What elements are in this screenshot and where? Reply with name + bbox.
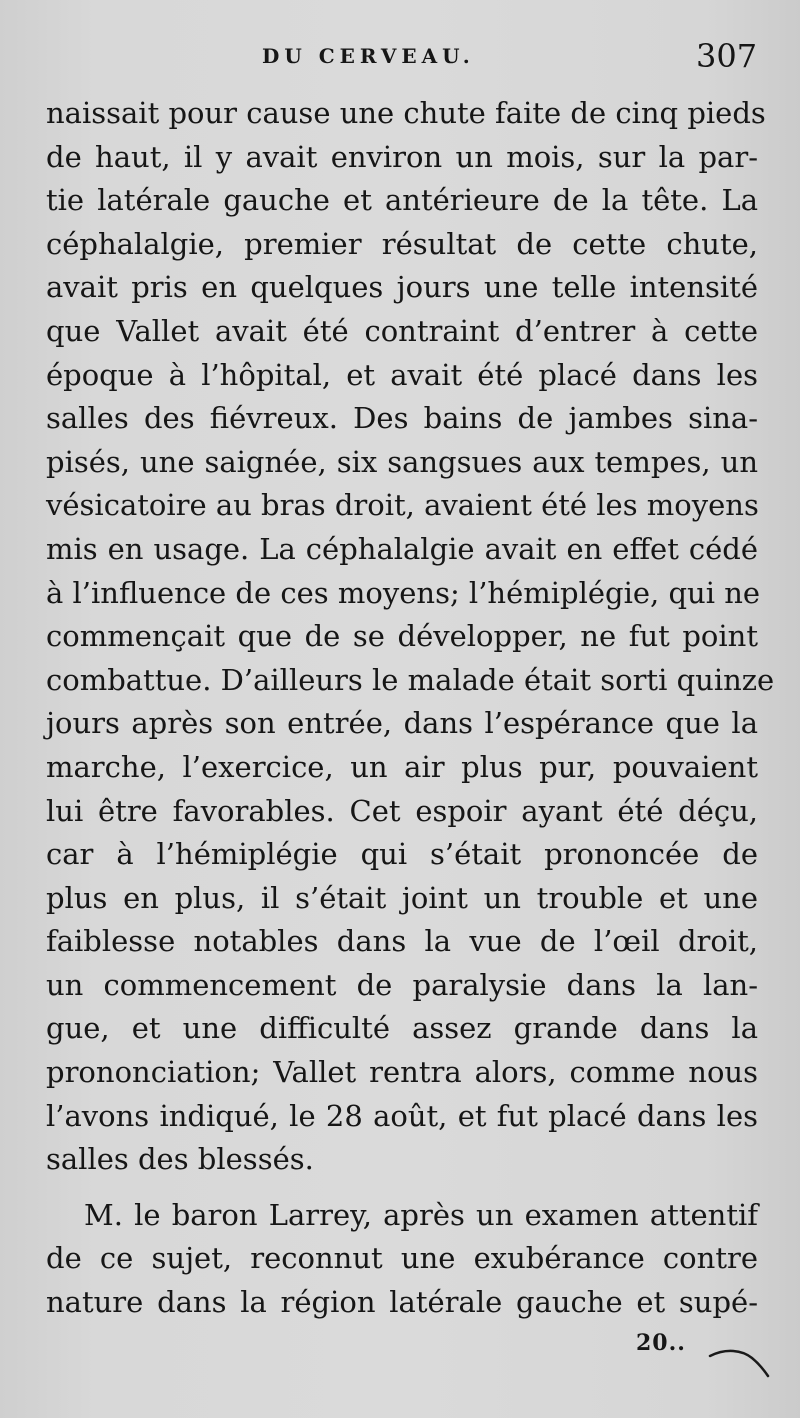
text-line: naissait pour cause une chute faite de cinq pieds <box>46 96 766 130</box>
text-line: pisés, une saignée, six sangsues aux tempes, un <box>46 444 758 479</box>
text-line: faiblesse notables dans la vue de l’œil droit, <box>46 924 758 959</box>
text-line: un commencement de paralysie dans la lan- <box>46 967 758 1002</box>
paragraph <box>46 92 775 1182</box>
running-title: DU CERVEAU. <box>262 44 475 68</box>
text-line: de ce sujet, reconnut une exubérance contre <box>46 1241 758 1276</box>
text-line: commençait que de se développer, ne fut point <box>46 619 758 654</box>
body-text <box>46 92 775 1325</box>
text-line: jours après son entrée, dans l’espérance que la <box>46 706 758 741</box>
page-number: 307 <box>696 37 758 75</box>
text-line: marche, l’exercice, un air plus pur, pouvaient <box>46 749 758 784</box>
text-line: M. le baron Larrey, après un examen attentif <box>84 1197 758 1232</box>
signature-mark: 20.. <box>636 1330 686 1356</box>
text-line: car à l’hémiplégie qui s’était prononcée de <box>46 837 758 872</box>
text-line: prononciation; Vallet rentra alors, comme nous <box>46 1055 758 1090</box>
text-line: l’avons indiqué, le 28 août, et fut placé dans les <box>46 1098 758 1133</box>
paragraph <box>46 1194 758 1325</box>
text-line: époque à l’hôpital, et avait été placé dans les <box>46 357 758 392</box>
text-line: céphalalgie, premier résultat de cette chute, <box>46 226 758 261</box>
text-line: avait pris en quelques jours une telle intensité <box>46 270 758 305</box>
text-line: que Vallet avait été contraint d’entrer à cette <box>46 313 758 348</box>
text-line: vésicatoire au bras droit, avaient été les moyens <box>46 488 759 523</box>
text-line: nature dans la région latérale gauche et supé- <box>46 1285 758 1320</box>
text-line: tie latérale gauche et antérieure de la tête. La <box>46 183 758 218</box>
text-line: gue, et une difficulté assez grande dans la <box>46 1011 758 1046</box>
text-line: à l’influence de ces moyens; l’hémiplégie, qui ne <box>46 575 761 610</box>
text-line: plus en plus, il s’était joint un trouble et une <box>46 880 758 915</box>
text-line: combattue. D’ailleurs le malade était sorti quinze <box>46 662 775 697</box>
text-line: mis en usage. La céphalalgie avait en effet cédé <box>46 531 758 566</box>
text-line: salles des fiévreux. Des bains de jambes sina- <box>46 401 758 436</box>
text-line: salles des blessés. <box>46 1142 314 1177</box>
paragraph-gap <box>46 1182 758 1194</box>
text-line: de haut, il y avait environ un mois, sur la par- <box>46 139 758 174</box>
text-line: lui être favorables. Cet espoir ayant été déçu, <box>46 793 758 828</box>
printer-flourish-icon <box>708 1342 770 1382</box>
